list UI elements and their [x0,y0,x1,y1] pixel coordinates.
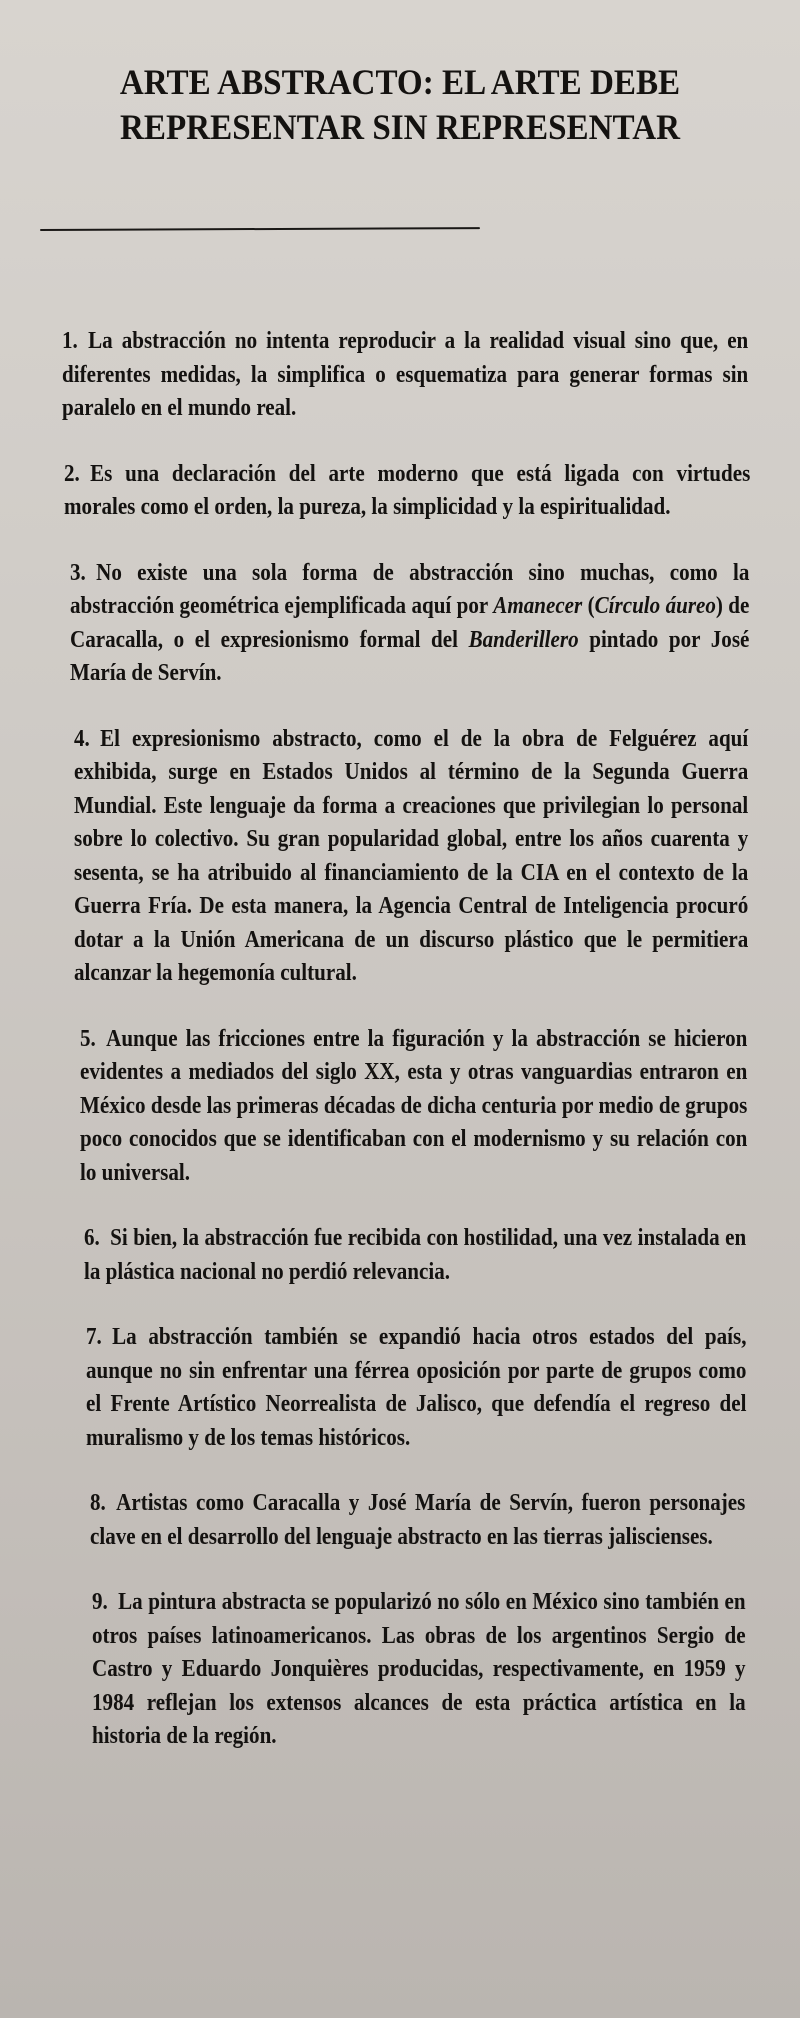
item-text: Si bien, la abstracción fue recibida con hostilidad, una vez instalada en la plástica nacional no perdió relevancia. [84,1224,747,1285]
panel-title-line-1: ARTE ABSTRACTO: EL ARTE DEBE [119,62,681,102]
list-item-5 [80,1022,747,1190]
item-text: Artistas como Caracalla y José María de Servín, fueron personajes clave en el desarrollo del lenguaje abstracto en las tierras jaliscienses. [90,1489,746,1550]
item-text: ( [582,592,595,619]
list-item-1 [62,324,748,425]
list-item-4 [74,722,748,990]
item-text: La abstracción también se expandió hacia otros estados del país, aunque no sin enfrentar una férrea oposición por parte de grupos como el Frente Artístico Neorrealista de Jalisco, que defendía el regreso del muralismo y de los temas históricos. [86,1323,747,1451]
item-number: 2. [64,459,80,487]
item-text: La abstracción no intenta reproducir a la realidad visual sino que, en diferentes medidas, la simplifica o esquematiza para generar formas sin paralelo en el mundo real. [62,327,749,421]
item-text: Es una declaración del arte moderno que está ligada con virtudes morales como el orden, la pureza, la simplicidad y la espiritualidad. [64,459,751,520]
item-number: 9. [92,1588,108,1615]
item-number: 6. [84,1224,100,1251]
title-divider [40,229,480,233]
item-number: 8. [90,1489,106,1516]
artwork-title-banderillero: Banderillero [468,625,579,653]
list-item-8 [90,1486,745,1553]
item-number: 5. [80,1024,96,1052]
item-text: La pintura abstracta se popularizó no sólo en México sino también en otros países latinoamericanos. Las obras de los argentinos Sergio de Castro y Eduardo Jonquières producidas, respectivamente, en 1959 y 1984 reflejan los extensos alcances de esta práctica artística en la historia de la región. [92,1588,746,1749]
numbered-list [0,324,800,1785]
item-number: 7. [86,1323,102,1350]
panel-title [69,60,731,150]
list-item-9 [92,1585,746,1753]
panel-title-line-2: REPRESENTAR SIN REPRESENTAR [119,107,681,147]
item-text: El expresionismo abstracto, como el de la obra de Felguérez aquí exhibida, surge en Estados Unidos al término de la Segunda Guerra Mundial. Este lenguaje da forma a creaciones que privilegian lo personal sobre lo colectivo. Su gran popularidad global, entre los años cuarenta y sesenta, se ha atribuido al financiamiento de la CIA en el contexto de la Guerra Fría. De esta manera, la Agencia Central de Inteligencia procuró dotar a la Unión Americana de un discurso plástico que le permitiera alcanzar la hegemonía cultural. [74,724,749,986]
item-text: ) de Caracalla, o el expresionismo formal del [70,592,750,653]
artwork-title-amanecer: Amanecer [493,592,583,619]
list-item-3 [70,556,749,690]
list-item-6 [84,1221,746,1288]
item-number: 4. [74,724,90,752]
item-text: Aunque las fricciones entre la figuración y la abstracción se hicieron evidentes a mediados del siglo XX, esta y otras vanguardias entraron en México desde las primeras décadas de dicha centuria por medio de grupos poco conocidos que se identificaban con el modernismo y su relación con lo universal. [80,1024,748,1186]
item-text: No existe una sola forma de abstracción sino muchas, como la abstracción geométrica ejemplificada aquí por [70,558,750,619]
divider-line [40,227,480,231]
item-number: 1. [62,327,78,354]
item-number: 3. [70,558,86,586]
list-item-7 [86,1320,746,1454]
list-item-2 [64,457,750,524]
item-text: pintado por José María de Servín. [70,625,750,686]
artwork-title-circulo-aureo: Círculo áureo [594,592,716,619]
